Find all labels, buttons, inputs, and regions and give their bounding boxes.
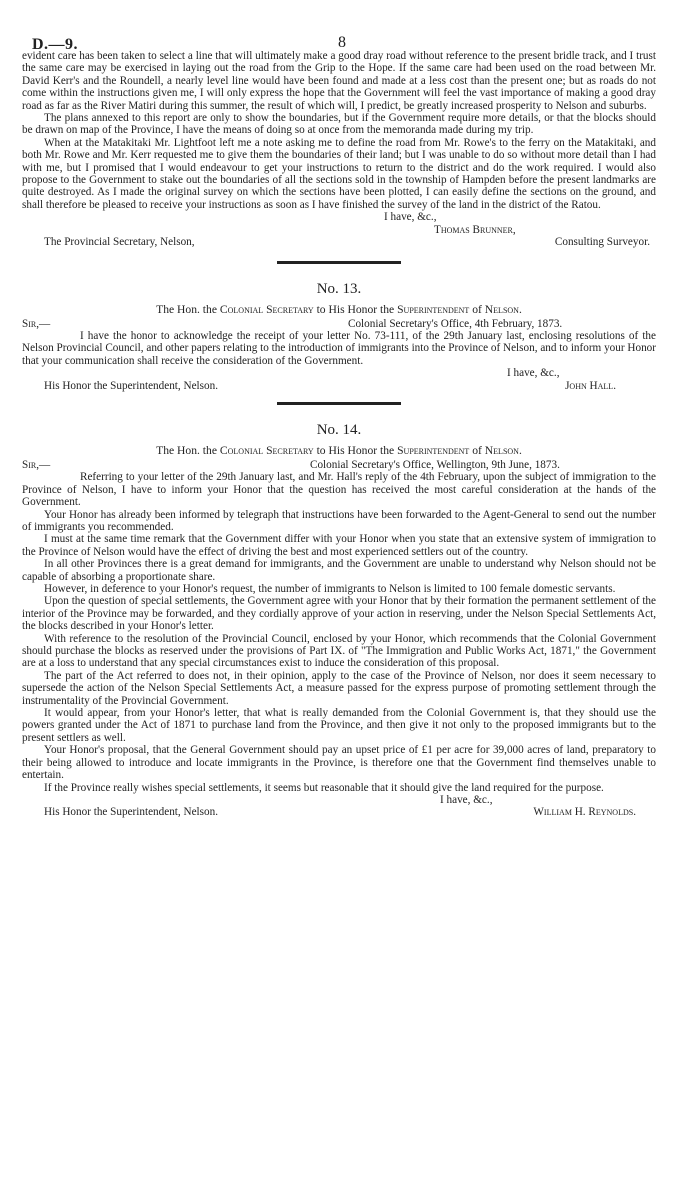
page-number: 8	[338, 34, 346, 51]
letter-14	[22, 422, 656, 819]
closing-row	[22, 380, 656, 392]
closing: I have, &c.,	[507, 367, 560, 380]
closing: I have, &c.,	[384, 211, 437, 224]
salutation: Sir,—	[22, 317, 51, 330]
closing-row	[22, 806, 656, 818]
paragraph: In all other Provinces there is a great demand for immigrants, and the Government are unable to understand why Nelson should not be capable of absorbing a proportionate share.	[22, 558, 656, 583]
heading-from: Colonial Secretary	[219, 443, 314, 457]
letter-number: No. 14.	[316, 421, 362, 438]
paragraph: Your Honor has already been informed by telegraph that instructions have been forwarded to the Agent-General to send out the number of immigrants you recommended.	[22, 508, 656, 533]
closing-row	[22, 236, 656, 248]
heading-place: Nelson.	[484, 302, 522, 316]
heading-text: to His Honor the	[316, 443, 395, 457]
letter-number: No. 13.	[316, 280, 362, 297]
signature-title: Consulting Surveyor.	[554, 236, 650, 249]
document-code: D.—9.	[32, 36, 79, 53]
signature: Thomas Brunner,	[434, 223, 516, 236]
page-header	[22, 0, 656, 58]
paragraph: The plans annexed to this report are only to show the boundaries, but if the Government require more details, or that the blocks should be drawn on map of the Province, I have the means of doing so at once from the memoranda made during my trip.	[22, 112, 656, 137]
letter-13	[22, 281, 656, 392]
paragraph: I must at the same time remark that the Government differ with your Honor when you state that an extensive system of immigration to the Province of Nelson would have the effect of driving the best and most experienced settlers out of the country.	[22, 533, 656, 558]
paragraph: When at the Matakitaki Mr. Lightfoot left me a note asking me to define the road from Mr. Rowe's to the ferry on the Matakitaki, and both Mr. Rowe and Mr. Kerr requested me to give them the boundaries of their land; but I was unable to do so without more detail than I had with me, but I promised that I would endeavour to get your instructions to return to the district and do the work required. I would also propose to the Government to stake out the boundaries of all the sections sold in the township of Hampden before the present landmarks are quite destroyed. As I made the original survey on which the sections have been plotted, I can easily define the sections on the ground, and shall therefore be pleased to receive your instructions as soon as I have finished the survey of the land in the district of the Ratou.	[22, 136, 656, 211]
section-divider	[277, 261, 401, 264]
salutation: Sir,—	[22, 458, 51, 471]
closing: I have, &c.,	[440, 793, 493, 806]
paragraph: If the Province really wishes special settlements, it seems but reasonable that it should give the land required for the purpose.	[44, 781, 604, 794]
signature: John Hall.	[565, 379, 616, 392]
paragraph: Your Honor's proposal, that the General Government should pay an upset price of £1 per acre for 39,000 acres of land, preparatory to their being allowed to introduce and locate immigrants in the Province, is therefore one that the Government find themselves unable to entertain.	[22, 744, 656, 782]
letter-heading	[22, 444, 656, 457]
salutation-row	[22, 318, 656, 330]
continuation-section	[22, 50, 656, 249]
paragraph: Upon the question of special settlements, the Government agree with your Honor that by their formation the permanent settlement of the interior of the Province may be forwarded, and they cordially approve of your action in reserving, under the Nelson Special Settlements Act, the blocks described in your Honor's letter.	[22, 595, 656, 633]
section-divider	[277, 402, 401, 405]
heading-from: Colonial Secretary	[219, 302, 314, 316]
document-page	[22, 0, 656, 819]
addressee: The Provincial Secretary, Nelson,	[44, 236, 195, 249]
paragraph: evident care has been taken to select a line that will ultimately make a good dray road without reference to the present bridle track, and I trust the same care may be exercised in laying out the road from the Grip to the Hope. If the same care had been used on the road between Mr. David Kerr's and the Roundell, a nearly level line would have been found and made at a less cost than the present one; but as roads do not come within the instructions given me, I will only express the hope that the Government will feel the vast importance of making a good dray road as far as the River Matiri during this summer, the result of which will, I predict, be greatly increased prosperity to Nelson and suburbs.	[22, 50, 656, 112]
dateline: Colonial Secretary's Office, 4th February, 1873.	[348, 317, 563, 330]
paragraph: With reference to the resolution of the Provincial Council, enclosed by your Honor, which recommends that the Colonial Government should purchase the blocks as reserved under the provisions of Part IX. of "The Immigration and Public Works Act, 1871," the Government are at a loss to understand that any special circumstances exist to induce the consideration of this proposal.	[22, 632, 656, 670]
heading-text: The Hon. the	[156, 302, 217, 316]
heading-text: of	[472, 302, 482, 316]
addressee: His Honor the Superintendent, Nelson.	[44, 379, 219, 392]
paragraph: Referring to your letter of the 29th January last, and Mr. Hall's reply of the 4th February, upon the subject of immigration to the Province of Nelson, I have to inform your Honor that the question has received the most careful consideration at the hands of the Government.	[22, 471, 656, 509]
heading-to: Superintendent	[397, 302, 470, 316]
letter-heading	[22, 303, 656, 316]
salutation-row	[22, 459, 656, 471]
heading-to: Superintendent	[397, 443, 470, 457]
signature: William H. Reynolds.	[533, 806, 636, 819]
heading-text: The Hon. the	[156, 443, 217, 457]
heading-text: to His Honor the	[316, 302, 395, 316]
paragraph: The part of the Act referred to does not, in their opinion, apply to the case of the Province of Nelson, nor does it seem necessary to supersede the action of the Nelson Special Settlements Act, a measure passed for the express purpose of promoting settlement through the instrumentality of the Provincial Government.	[22, 669, 656, 707]
heading-text: of	[472, 443, 482, 457]
addressee: His Honor the Superintendent, Nelson.	[44, 806, 219, 819]
paragraph: I have the honor to acknowledge the receipt of your letter No. 73-111, of the 29th January last, enclosing resolutions of the Nelson Provincial Council, and other papers relating to the introduction of immigrants into the Province of Nelson, and to inform your Honor that your communication shall receive the consideration of the Government.	[22, 329, 656, 367]
dateline: Colonial Secretary's Office, Wellington, 9th June, 1873.	[310, 458, 560, 471]
paragraph: However, in deference to your Honor's request, the number of immigrants to Nelson is limited to 100 female domestic servants.	[44, 583, 616, 595]
paragraph: It would appear, from your Honor's letter, that what is really demanded from the Colonial Government is, that they should use the powers granted under the Act of 1871 to purchase land from the Province, and then give it not only to the proposed immigrants but to the present settlers as well.	[22, 707, 656, 744]
heading-place: Nelson.	[484, 443, 522, 457]
